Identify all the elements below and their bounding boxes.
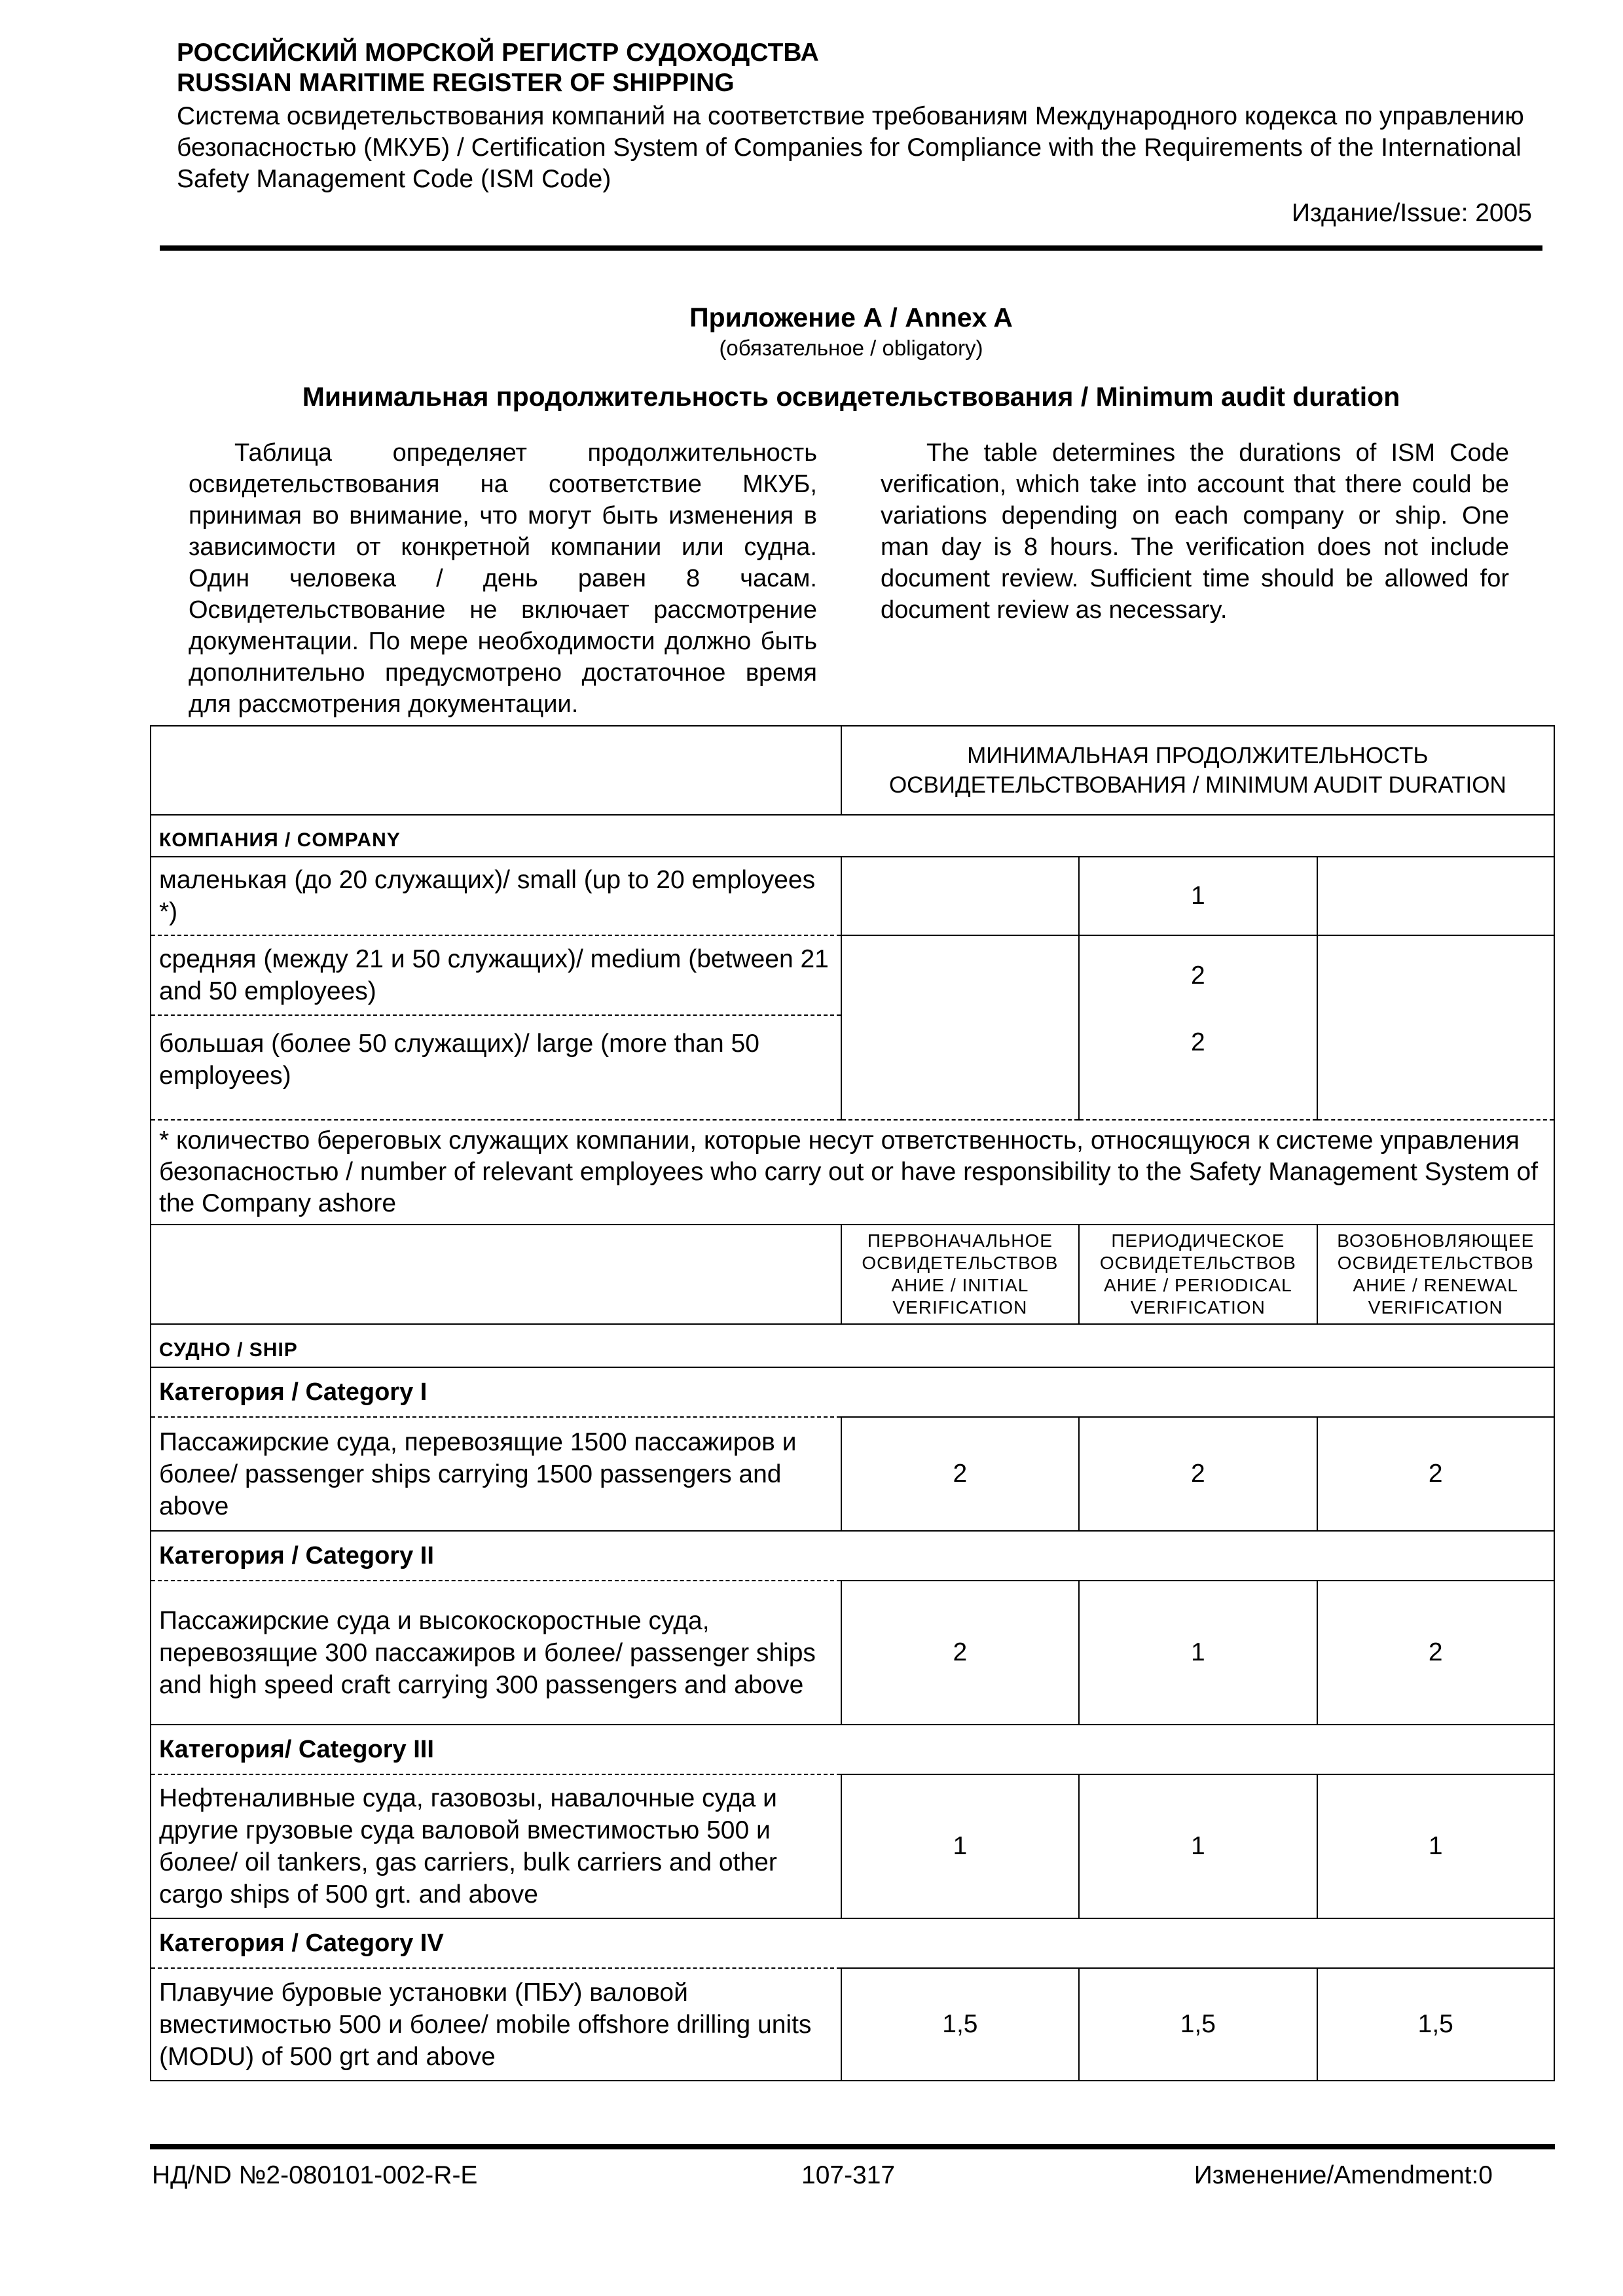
renewal-verification-header: ВОЗОБНОВЛЯЮЩЕЕ ОСВИДЕТЕЛЬСТВОВ АНИЕ / RENEWAL VERIFICATION: [1317, 1225, 1554, 1324]
category-row: [151, 1581, 1554, 1725]
periodical-value: 1,5: [1079, 1968, 1317, 2081]
category-row: [151, 1968, 1554, 2081]
page-header: [177, 38, 1532, 229]
renewal-value: 1,5: [1317, 1968, 1554, 2081]
renewal-value: 1: [1317, 1774, 1554, 1918]
company-section-label: КОМПАНИЯ / COMPANY: [151, 815, 1554, 857]
company-duration-value: 1: [1079, 857, 1317, 935]
org-name-en: RUSSIAN MARITIME REGISTER OF SHIPPING: [177, 69, 735, 97]
company-row: [151, 1015, 1554, 1120]
renewal-value: 2: [1317, 1417, 1554, 1531]
category-description: Пассажирские суда и высокоскоростные суда, перевозящие 300 пассажиров и более/ passenger ships and high speed craft carrying 300 passengers and above: [151, 1581, 841, 1725]
table-corner-cell: [151, 726, 841, 815]
footnote-row: [151, 1120, 1554, 1225]
company-row: [151, 935, 1554, 1015]
footer-divider: [150, 2144, 1555, 2149]
category-title: Категория / Category II: [151, 1531, 1554, 1581]
intro-paragraph-en: The table determines the durations of ISM Code verification, which take into account that there could be variations depending on each company or ship. One man day is 8 hours. The verification does not include document review. Sufficient time should be allowed for document review as necessary.: [881, 439, 1509, 624]
issue-label: Издание/Issue: 2005: [1292, 199, 1532, 227]
category-title-row: [151, 1918, 1554, 1968]
document-title: Минимальная продолжительность освидетельствования / Minimum audit duration: [302, 382, 1400, 412]
ship-section-row: [151, 1324, 1554, 1367]
company-size-label: маленькая (до 20 служащих)/ small (up to 20 employees *): [151, 857, 841, 935]
empty-cell: [1317, 857, 1554, 935]
category-title-row: [151, 1367, 1554, 1417]
initial-value: 2: [841, 1581, 1079, 1725]
empty-cell: [1317, 1015, 1554, 1120]
periodical-value: 1: [1079, 1581, 1317, 1725]
category-title: Категория / Category I: [151, 1367, 1554, 1417]
org-name-ru: РОССИЙСКИЙ МОРСКОЙ РЕГИСТР СУДОХОДСТВА: [177, 39, 819, 67]
intro-paragraph-ru: Таблица определяет продолжительность освидетельствования на соответствие МКУБ, принимая во внимание, что могут быть изменения в зависимости от конкретной компании или судна. Один человека / день равен 8 часам. Освидетельствование не включает рассмотрение документации. По мере необходимости должно быть дополнительно предусмотрено достаточное время для рассмотрения документации.: [189, 439, 817, 718]
company-size-label: большая (более 50 служащих)/ large (more than 50 employees): [151, 1015, 841, 1120]
category-description: Пассажирские суда, перевозящие 1500 пассажиров и более/ passenger ships carrying 1500 passengers and above: [151, 1417, 841, 1531]
initial-value: 1: [841, 1774, 1079, 1918]
category-row: [151, 1774, 1554, 1918]
initial-verification-header: ПЕРВОНАЧАЛЬНОЕ ОСВИДЕТЕЛЬСТВОВ АНИЕ / INITIAL VERIFICATION: [841, 1225, 1079, 1324]
category-title-row: [151, 1725, 1554, 1774]
amendment-label: Изменение/Amendment:0: [1194, 2161, 1493, 2189]
ship-column-header-row: [151, 1225, 1554, 1324]
annex-subtitle: (обязательное / obligatory): [719, 336, 983, 360]
initial-value: 1,5: [841, 1968, 1079, 2081]
category-row: [151, 1417, 1554, 1531]
periodical-value: 1: [1079, 1774, 1317, 1918]
audit-duration-table: [150, 725, 1555, 2081]
category-title-row: [151, 1531, 1554, 1581]
doc-number: НД/ND №2-080101-002-R-E: [152, 2161, 478, 2189]
header-divider: [160, 245, 1542, 251]
periodical-value: 2: [1079, 1417, 1317, 1531]
category-title: Категория/ Category III: [151, 1725, 1554, 1774]
page-number: 107-317: [801, 2161, 896, 2189]
initial-value: 2: [841, 1417, 1079, 1531]
system-title: Система освидетельствования компаний на соответствие требованиям Международного кодекса по управлению безопасностью (МКУБ) / Certification System of Companies for Compliance with the Requirements of the International Safety Management Code (ISM Code): [177, 102, 1524, 193]
min-duration-header: МИНИМАЛЬНАЯ ПРОДОЛЖИТЕЛЬНОСТЬ ОСВИДЕТЕЛЬСТВОВАНИЯ / MINIMUM AUDIT DURATION: [841, 726, 1554, 815]
empty-cell: [841, 935, 1079, 1015]
ship-section-label: СУДНО / SHIP: [151, 1324, 1554, 1367]
company-duration-value: 2: [1079, 935, 1317, 1015]
renewal-value: 2: [1317, 1581, 1554, 1725]
category-title: Категория / Category IV: [151, 1918, 1554, 1968]
empty-cell: [841, 857, 1079, 935]
table-corner-cell: [151, 1225, 841, 1324]
annex-title: Приложение А / Annex A: [689, 302, 1013, 332]
empty-cell: [841, 1015, 1079, 1120]
company-footnote: * количество береговых служащих компании, которые несут ответственность, относящуюся к системе управления безопасностью / number of relevant employees who carry out or have responsibility to the Safety Management System of the Company ashore: [151, 1120, 1554, 1225]
company-duration-value: 2: [1079, 1015, 1317, 1120]
company-size-label: средняя (между 21 и 50 служащих)/ medium (between 21 and 50 employees): [151, 935, 841, 1015]
periodical-verification-header: ПЕРИОДИЧЕСКОЕ ОСВИДЕТЕЛЬСТВОВ АНИЕ / PERIODICAL VERIFICATION: [1079, 1225, 1317, 1324]
table-header-row: [151, 726, 1554, 815]
category-description: Нефтеналивные суда, газовозы, навалочные суда и другие грузовые суда валовой вместимостью 500 и более/ oil tankers, gas carriers, bulk carriers and other cargo ships of 500 grt. and above: [151, 1774, 841, 1918]
category-description: Плавучие буровые установки (ПБУ) валовой вместимостью 500 и более/ mobile offshore drilling units (MODU) of 500 grt and above: [151, 1968, 841, 2081]
company-section-row: [151, 815, 1554, 857]
company-row: [151, 857, 1554, 935]
empty-cell: [1317, 935, 1554, 1015]
